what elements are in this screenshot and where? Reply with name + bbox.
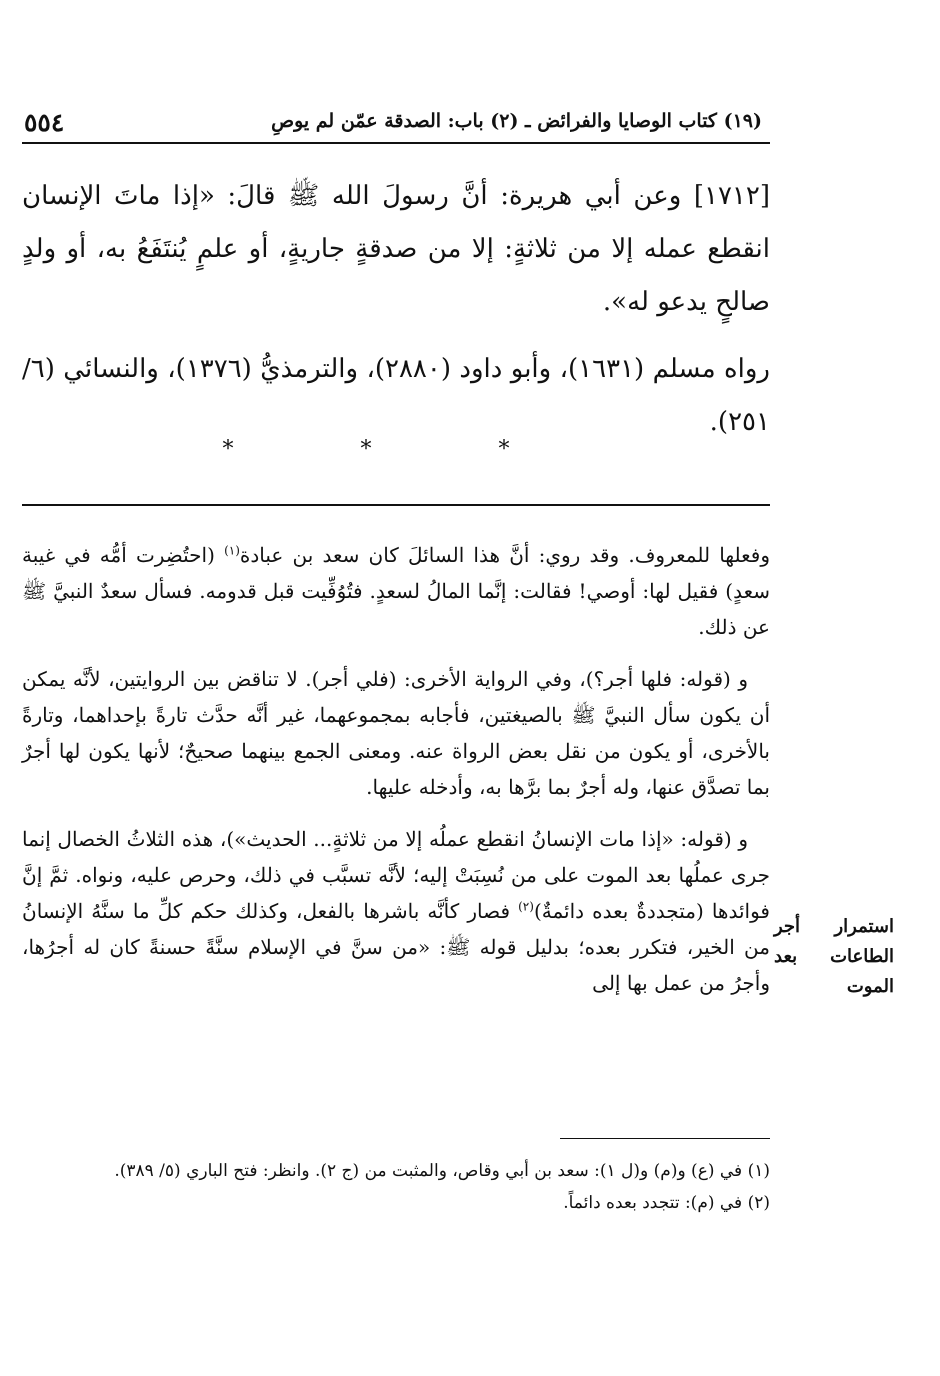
commentary-paragraph-2: و (قوله: فلها أجر؟)، وفي الرواية الأخرى: (فلي أجر). لا تناقض بين الروايتين، لأنَّه يمكن أن يكون سأل النبيَّ ﷺ بالصيغتين، فأجابه بمجموعهما، غير أنَّه حدَّث تارةً بإحداهما، وتارةً بالأخرى، أو يكون من نقل بعض الرواة عنه. ومعنى الجمع بينهما صحيحٌ؛ لأنها يكون لها أجرٌ بما تصدَّق عنها، وله أجرٌ بما برَّها به، وأدخله عليها. <box>22 667 770 799</box>
footnotes <box>22 1155 770 1219</box>
page-number: ٥٥٤ <box>24 108 65 137</box>
commentary-paragraph-1 <box>22 537 770 645</box>
commentary-paragraph-1-part-b: (احتُضِرت أمُّه في غيبة سعدٍ) فقيل لها: أوصي! فقالت: إنَّما المالُ لسعدٍ. فتُوُفِّيت قبل قدومه. فسأل سعدٌ النبيَّ ﷺ عن ذلك. <box>22 543 770 639</box>
hadith-sources: رواه مسلم (١٦٣١)، وأبو داود (٢٨٨٠)، والترمذيُّ (١٣٧٦)، والنسائي (٦/ ٢٥١). <box>22 354 770 437</box>
footnote-1: (١) في (ع) و(م) و(ل ١): سعد بن أبي وقاص، والمثبت من (ج ٢). وانظر: فتح الباري (٥/ ٣٨٩). <box>114 1161 770 1181</box>
footnote-ref-1: (١) <box>224 543 240 558</box>
page-header <box>22 102 770 144</box>
section-divider <box>22 504 770 506</box>
hadith-block <box>22 170 770 449</box>
commentary-paragraph-3 <box>22 821 770 1001</box>
running-title: (١٩) كتاب الوصايا والفرائض ـ (٢) باب: الصدقة عمّن لم يوصِ <box>271 110 762 132</box>
commentary <box>22 537 770 1017</box>
footnote-ref-2: (٢) <box>518 899 534 914</box>
footnote-divider <box>560 1138 770 1139</box>
commentary-paragraph-1-part-a: وفعلها للمعروف. وقد روي: أنَّ هذا السائلَ كان سعد بن عبادة <box>239 543 770 567</box>
commentary-paragraph-3-part-a: و (قوله: «إذا مات الإنسانُ انقطع عملُه إلا من ثلاثةٍ... الحديث»)، هذه الثلاثُ الخصال إنما جرى عملُها بعد الموت على من نُسِبَتْ إليه؛ لأنَّه تسبَّب في ذلك، وحرص عليه، ونواه. ثمَّ إنَّ فوائدها (متجددةٌ بعده دائمةٌ) <box>22 827 770 923</box>
commentary-paragraph-3-part-b: فصار كأنَّه باشرها بالفعل، وكذلك حكم كلِّ ما سنَّهُ الإنسانُ من الخير، فتكرر بعده؛ بدليل قوله ﷺ: «من سنَّ في الإسلام سنَّةً حسنةً كان له أجرُها، وأجرُ من عمل بها إلى <box>22 899 770 995</box>
hadith-text: [١٧١٢] وعن أبي هريرة: أنَّ رسولَ الله ﷺ قالَ: «إذا ماتَ الإنسان انقطع عمله إلا من ثلاثةٍ: إلا من صدقةٍ جاريةٍ، أو علمٍ يُنتَفَعُ به، أو ولدٍ صالحٍ يدعو له». <box>22 181 770 317</box>
footnote-2: (٢) في (م): تتجدد بعده دائماً. <box>563 1193 770 1213</box>
margin-note: استمرار أجر الطاعات بعد الموت <box>774 916 894 997</box>
section-separator: * * * <box>222 437 570 462</box>
